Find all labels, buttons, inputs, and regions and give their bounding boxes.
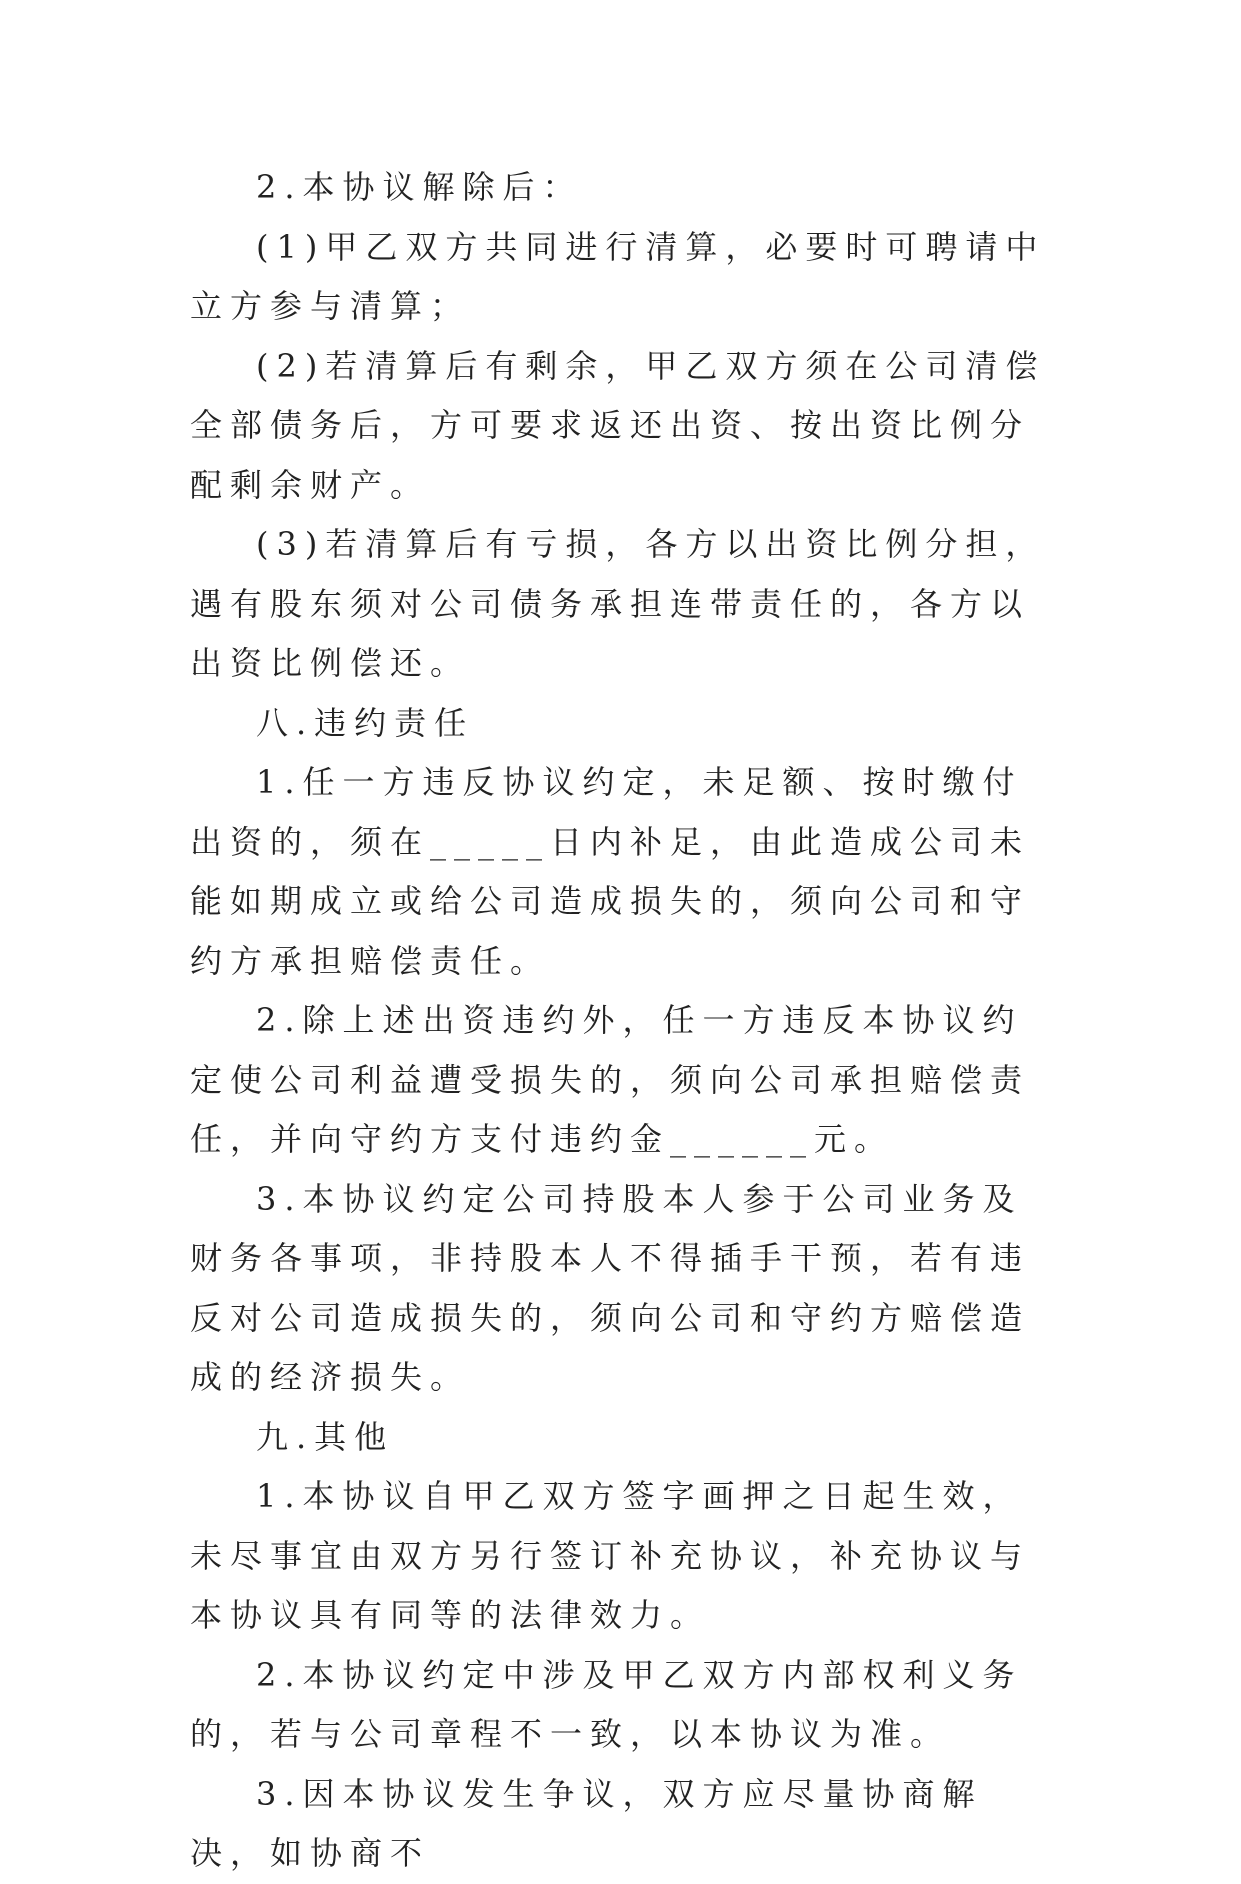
paragraph-other-2: 2.本协议约定中涉及甲乙双方内部权利义务的，若与公司章程不一致，以本协议为准。: [190, 1655, 1023, 1753]
paragraph-liability-1: 1.任一方违反协议约定，未足额、按时缴付出资的，须在_____日内补足，由此造成公司未能如期成立或给公司造成损失的，须向公司和守约方承担赔偿责任。: [190, 763, 1031, 980]
paragraph-clearing-2: (2)若清算后有剩余，甲乙双方须在公司清偿全部债务后，方可要求返还出资、按出资比例分配剩余财产。: [190, 346, 1046, 504]
paragraph-other-3: 3.因本协议发生争议，双方应尽量协商解决，如协商不: [190, 1774, 983, 1872]
section-heading-other: 九.其他: [256, 1417, 395, 1456]
paragraph-clearing-3: (3)若清算后有亏损，各方以出资比例分担，遇有股东须对公司债务承担连带责任的，各方以出资比例偿还。: [190, 525, 1046, 682]
paragraph-liability-3: 3.本协议约定公司持股本人参于公司业务及财务各事项，非持股本人不得插手干预，若有违反对公司造成损失的，须向公司和守约方赔偿造成的经济损失。: [190, 1179, 1031, 1396]
paragraph-dissolution-heading: 2.本协议解除后：: [256, 168, 583, 206]
paragraph-other-1: 1.本协议自甲乙双方签字画押之日起生效，未尽事宜由双方另行签订补充协议，补充协议与本协议具有同等的法律效力。: [190, 1477, 1031, 1634]
paragraph-clearing-1: (1)甲乙双方共同进行清算，必要时可聘请中立方参与清算；: [190, 227, 1046, 325]
document-body: [190, 158, 1050, 1884]
paragraph-liability-2: 2.除上述出资违约外，任一方违反本协议约定使公司利益遭受损失的，须向公司承担赔偿责任，并向守约方支付违约金______元。: [190, 1001, 1031, 1158]
section-heading-liability: 八.违约责任: [256, 703, 475, 742]
